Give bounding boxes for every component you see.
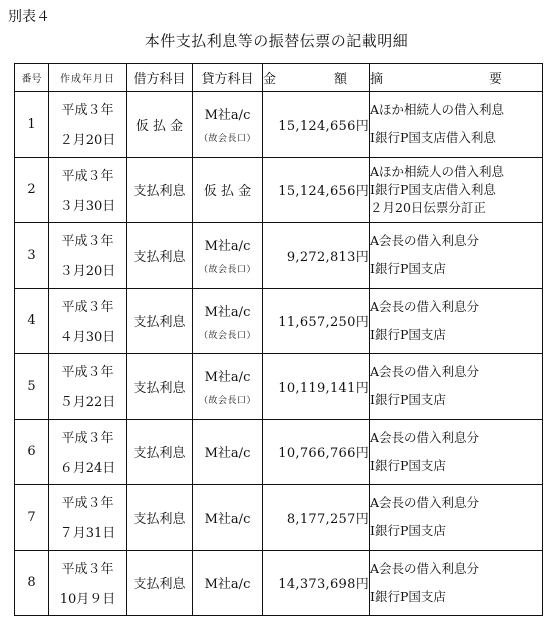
table-row <box>15 223 543 289</box>
row-memo <box>370 223 543 289</box>
document-title: 本件支払利息等の振替伝票の記載明細 <box>144 32 409 50</box>
row-memo-line2: I銀行P国支店借入利息 <box>370 130 496 146</box>
row-debit: 支払利息 <box>127 419 193 485</box>
row-credit-account: M社a/c <box>204 577 251 593</box>
row-date <box>49 157 127 223</box>
row-memo-line1: Aほか相続人の借入利息 <box>370 163 505 179</box>
row-date-year: 平成３年 <box>61 103 114 119</box>
appendix-label: 別表４ <box>8 9 50 25</box>
row-credit <box>193 550 263 616</box>
row-credit-account: M社a/c <box>204 446 251 462</box>
row-credit-account: M社a/c <box>204 370 251 386</box>
table-row <box>15 485 543 551</box>
row-credit-note: （故会長口） <box>198 330 256 341</box>
row-date-day: ４月30日 <box>59 329 116 345</box>
row-date-day: 10月９日 <box>59 591 116 607</box>
row-date <box>49 485 127 551</box>
row-amount: 8,177,257円 <box>263 485 370 551</box>
table-row <box>15 354 543 420</box>
row-memo-line2: I銀行P国支店 <box>370 523 446 539</box>
header-number: 番号 <box>15 64 49 92</box>
row-credit <box>193 354 263 420</box>
row-credit-note: （故会長口） <box>198 134 256 145</box>
row-amount: 10,766,766円 <box>263 419 370 485</box>
header-amount-left: 金 <box>263 72 277 87</box>
row-debit: 支払利息 <box>127 223 193 289</box>
row-debit: 仮 払 金 <box>127 92 193 158</box>
row-number: 7 <box>15 485 49 551</box>
row-number: 6 <box>15 419 49 485</box>
row-memo-line2: I銀行P国支店 <box>370 326 446 342</box>
row-debit: 支払利息 <box>127 157 193 223</box>
row-date-day: ７月31日 <box>59 526 116 542</box>
row-debit: 支払利息 <box>127 550 193 616</box>
row-credit <box>193 485 263 551</box>
row-date <box>49 550 127 616</box>
header-memo-right: 要 <box>488 72 502 87</box>
row-amount: 10,119,141円 <box>263 354 370 420</box>
row-debit: 支払利息 <box>127 288 193 354</box>
row-credit-account: M社a/c <box>204 239 251 255</box>
row-memo <box>370 419 543 485</box>
row-memo <box>370 288 543 354</box>
row-date-day: ３月30日 <box>59 198 116 214</box>
row-date-day: ２月20日 <box>59 133 116 149</box>
row-number: 8 <box>15 550 49 616</box>
table-row <box>15 92 543 158</box>
row-credit-account: M社a/c <box>204 108 251 124</box>
row-credit <box>193 92 263 158</box>
row-date <box>49 354 127 420</box>
row-credit-account: M社a/c <box>204 511 251 527</box>
row-memo <box>370 550 543 616</box>
row-date <box>49 223 127 289</box>
header-debit: 借方科目 <box>127 64 193 92</box>
row-date <box>49 288 127 354</box>
row-date-year: 平成３年 <box>61 234 114 250</box>
row-date-day: ５月22日 <box>59 395 116 411</box>
header-amount <box>263 64 370 92</box>
row-credit-note: （故会長口） <box>198 396 256 407</box>
row-credit-note: （故会長口） <box>198 265 256 276</box>
row-memo-line2: I銀行P国支店 <box>370 261 446 277</box>
row-credit-account: 仮 払 金 <box>203 184 252 200</box>
row-memo <box>370 92 543 158</box>
header-row <box>15 64 543 92</box>
row-memo-line2: I銀行P国支店 <box>370 457 446 473</box>
row-number: 4 <box>15 288 49 354</box>
row-amount: 9,272,813円 <box>263 223 370 289</box>
row-memo-line1: A会長の借入利息分 <box>370 560 480 576</box>
row-date <box>49 92 127 158</box>
row-credit-account: M社a/c <box>204 304 251 320</box>
row-memo-line3: ２月20日伝票分訂正 <box>370 199 486 215</box>
row-memo-line1: A会長の借入利息分 <box>370 364 480 380</box>
row-memo-line1: A会長の借入利息分 <box>370 495 480 511</box>
row-memo <box>370 485 543 551</box>
row-credit <box>193 223 263 289</box>
table-row <box>15 419 543 485</box>
row-credit <box>193 157 263 223</box>
row-amount: 15,124,656円 <box>263 92 370 158</box>
row-amount: 15,124,656円 <box>263 157 370 223</box>
row-credit <box>193 288 263 354</box>
row-memo-line1: A会長の借入利息分 <box>370 429 480 445</box>
row-memo-line2: I銀行P国支店 <box>370 392 446 408</box>
row-credit <box>193 419 263 485</box>
row-number: 1 <box>15 92 49 158</box>
table-row <box>15 157 543 223</box>
row-date <box>49 419 127 485</box>
table-row <box>15 288 543 354</box>
row-number: 3 <box>15 223 49 289</box>
header-memo-left: 摘 <box>370 72 384 87</box>
row-date-day: ３月20日 <box>59 264 116 280</box>
row-date-year: 平成３年 <box>61 299 114 315</box>
row-memo <box>370 157 543 223</box>
row-date-year: 平成３年 <box>61 430 114 446</box>
row-memo-line2: I銀行P国支店借入利息 <box>370 181 496 197</box>
table-row <box>15 550 543 616</box>
row-debit: 支払利息 <box>127 354 193 420</box>
row-debit: 支払利息 <box>127 485 193 551</box>
row-number: 5 <box>15 354 49 420</box>
row-date-year: 平成３年 <box>61 168 114 184</box>
row-date-day: ６月24日 <box>59 460 116 476</box>
header-date: 作成年月日 <box>49 64 127 92</box>
header-credit: 貸方科目 <box>193 64 263 92</box>
row-memo-line1: A会長の借入利息分 <box>370 298 480 314</box>
row-amount: 11,657,250円 <box>263 288 370 354</box>
row-memo-line1: A会長の借入利息分 <box>370 233 480 249</box>
row-date-year: 平成３年 <box>61 561 114 577</box>
row-memo-line2: I銀行P国支店 <box>370 588 446 604</box>
voucher-table <box>14 63 543 616</box>
row-number: 2 <box>15 157 49 223</box>
row-date-year: 平成３年 <box>61 496 114 512</box>
row-date-year: 平成３年 <box>61 365 114 381</box>
row-memo-line1: Aほか相続人の借入利息 <box>370 102 505 118</box>
row-memo <box>370 354 543 420</box>
header-amount-right: 額 <box>333 72 347 87</box>
header-memo <box>370 64 543 92</box>
row-amount: 14,373,698円 <box>263 550 370 616</box>
